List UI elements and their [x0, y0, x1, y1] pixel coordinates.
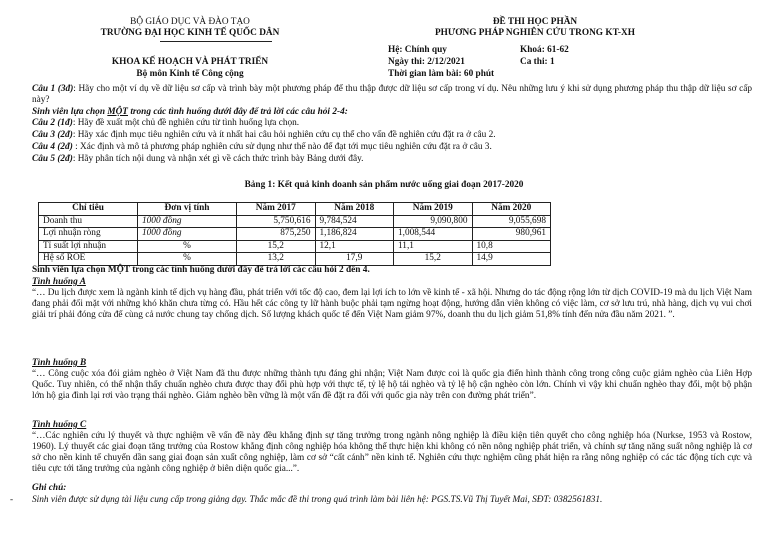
course-name: PHƯƠNG PHÁP NGHIÊN CỨU TRONG KT-XH [435, 28, 635, 38]
note-text: Sinh viên được sử dụng tài liệu cung cấp trong giảng dạy. Thắc mắc đề thi trong quá trình làm bài liên hệ: PGS.TS.Vũ Thị Tuyết Mai, SĐT: 0382561831. [32, 495, 603, 505]
situation-b-title: Tình huống B [32, 358, 87, 368]
table-row [39, 240, 551, 253]
question-4-label: Câu 4 (2đ) [32, 142, 73, 152]
row-indicator: Doanh thu [39, 215, 138, 228]
header-2017: Năm 2017 [237, 203, 316, 216]
row-indicator: Hệ số ROE [39, 253, 138, 266]
faculty-name: KHOA KẾ HOẠCH VÀ PHÁT TRIỂN [111, 57, 269, 67]
note-bullet: - [10, 495, 14, 505]
table-caption: Bảng 1: Kết quả kinh doanh sản phẩm nước uống giai đoạn 2017-2020 [244, 180, 524, 190]
cell-2018: 12,1 [315, 240, 394, 253]
ministry-name: BỘ GIÁO DỤC VÀ ĐÀO TẠO [130, 17, 250, 27]
cell-2020: 980,961 [472, 228, 551, 241]
question-1-text: : Hãy cho một ví dụ về dữ liệu sơ cấp và trình bày một phương pháp để thu thập được dữ liệu sơ cấp trong ví dụ. Nêu những lưu ý khi sử dụng phương pháp thu thập dữ liệu sơ cấp này? [32, 84, 752, 105]
cell-2019: 15,2 [394, 253, 473, 266]
instruction-pre: Sinh viên lựa chọn [32, 107, 108, 117]
question-4-text: : Xác định và mô tả phương pháp nghiên cứu sử dụng như thế nào để đạt tới mục tiêu nghiên cứu đặt ra ở câu 3. [72, 142, 492, 152]
table-row [39, 215, 551, 228]
cell-2018: 1,186,824 [315, 228, 394, 241]
header-unit: Đơn vị tính [138, 203, 237, 216]
table-row [39, 253, 551, 266]
row-unit: % [138, 240, 237, 253]
department-name: Bộ môn Kinh tế Công cộng [136, 69, 244, 79]
question-5 [32, 154, 752, 165]
row-indicator: Lợi nhuận ròng [39, 228, 138, 241]
exam-title: ĐỀ THI HỌC PHẦN [492, 17, 578, 27]
question-4 [32, 142, 752, 153]
exam-session: Ca thi: 1 [520, 57, 555, 67]
question-3-text: : Hãy xác định mục tiêu nghiên cứu và ít nhất hai câu hỏi nghiên cứu cụ thể cho vấn đề nghiên cứu đặt ra ở câu 2. [72, 130, 496, 140]
cell-2020: 14,9 [472, 253, 551, 266]
cell-2018: 17,9 [315, 253, 394, 266]
question-2 [32, 118, 752, 129]
situation-a-text: “… Du lịch được xem là ngành kinh tế dịch vụ hàng đầu, phát triển với tốc độ cao, đem lại lợi ích to lớn về kinh tế - xã hội. Nhưng do tác động rộng lớn từ dịch COVID-19 mà du lịch Việt Nam đang phải đối mặt với những khó khăn chưa từng có. Hầu hết các công ty lữ hành buộc phải tạm ngừng hoạt động, hướng dẫn viên không có việc làm, cơ sở lưu trú, nhà hàng, dịch vụ vui chơi giải trí phải đóng cửa để cùng cả nước chung tay chống dịch. Số lượng khách quốc tế đến Việt Nam giảm 97%, doanh thu du lịch giảm 51,8% tính đến nửa đầu năm 2021. ”. [32, 288, 752, 320]
exam-date: Ngày thi: 2/12/2021 [388, 57, 465, 67]
cell-2017: 15,2 [237, 240, 316, 253]
note-label: Ghi chú: [32, 483, 67, 493]
header-2020: Năm 2020 [472, 203, 551, 216]
table-row [39, 228, 551, 241]
instruction-situations: Sinh viên lựa chọn MỘT trong các tình huống dưới đây để trả lời các câu hỏi 2 đến 4. [32, 265, 370, 275]
instruction-select-situation [32, 107, 752, 118]
question-3 [32, 130, 752, 141]
cell-2017: 13,2 [237, 253, 316, 266]
cell-2019: 9,090,800 [394, 215, 473, 228]
table-header-row [39, 203, 551, 216]
exam-duration: Thời gian làm bài: 60 phút [388, 69, 495, 79]
situation-c-text: “…Các nghiên cứu lý thuyết và thực nghiệm về vấn đề này đều khẳng định sự tăng trưởng trong ngành nông nghiệp là điều kiện tiên quyết cho công nghiệp hóa (Nurkse, 1953 và Rostow, 1960). Lý thuyết các giai đoạn tăng trưởng của Rostow khẳng định công nghiệp hóa không thể thực hiện khi không có nền nông nghiệp phát triển, và chính sự tăng năng suất nông nghiệp là cơ sở cho nền kinh tế chuyển dần sang giai đoạn sản xuất công nghiệp, làm cơ sở “cất cánh” nền kinh tế. Nghiên cứu thực nghiệm cũng phát hiện ra rằng nông nghiệp có các tác động tích cực và tiêu cực tới tăng trưởng của ngành công nghiệp ở biên diện quốc gia...”. [32, 431, 752, 474]
header-2018: Năm 2018 [315, 203, 394, 216]
question-5-text: : Hãy phân tích nội dung và nhận xét gì về cách thức trình bày Bảng dưới đây. [72, 154, 364, 164]
row-indicator: Tỉ suất lợi nhuận [39, 240, 138, 253]
header-divider-line [160, 41, 272, 42]
cell-2020: 10,8 [472, 240, 551, 253]
instruction-post: trong các tình huống dưới đây để trả lời các câu hỏi 2-4: [128, 107, 348, 117]
row-unit: 1000 đồng [138, 228, 237, 241]
header-2019: Năm 2019 [394, 203, 473, 216]
cell-2020: 9,055,698 [472, 215, 551, 228]
row-unit: % [138, 253, 237, 266]
question-5-label: Câu 5 (2đ) [32, 154, 73, 164]
situation-b-text: “… Công cuộc xóa đói giảm nghèo ở Việt Nam đã thu được những thành tựu đáng ghi nhận; Việt Nam được coi là quốc gia điển hình thành công trong công cuộc giảm nghèo của Liên Hợp Quốc. Tuy nhiên, có thể nhận thấy chuẩn nghèo chưa được thay đổi phù hợp với thực tế, tỷ lệ hộ tái nghèo và tỷ lệ hộ cận nghèo còn lớn. Chính vì vậy khi chuẩn nghèo thay đổi, một bộ phận lớn hộ gia đình lại rơi vào trạng thái nghèo. Giảm nghèo bền vững là một vấn đề đặt ra đối với quốc gia này trên con đường phát triển”. [32, 369, 752, 401]
cell-2019: 1,008,544 [394, 228, 473, 241]
row-unit: 1000 đồng [138, 215, 237, 228]
cell-2018: 9,784,524 [315, 215, 394, 228]
situation-c-title: Tình huống C [32, 420, 87, 430]
header-indicator: Chỉ tiêu [39, 203, 138, 216]
cell-2019: 11,1 [394, 240, 473, 253]
program-type: Hệ: Chính quy [388, 45, 447, 55]
results-table [38, 202, 551, 266]
university-name: TRƯỜNG ĐẠI HỌC KINH TẾ QUỐC DÂN [100, 28, 280, 38]
question-2-text: : Hãy đề xuất một chủ đề nghiên cứu từ tình huống lựa chọn. [72, 118, 300, 128]
instruction-key: MỘT [107, 107, 128, 117]
question-3-label: Câu 3 (2đ) [32, 130, 73, 140]
situation-a-title: Tình huống A [32, 277, 86, 287]
cohort: Khoá: 61-62 [520, 45, 569, 55]
cell-2017: 875,250 [237, 228, 316, 241]
question-1 [32, 84, 752, 106]
cell-2017: 5,750,616 [237, 215, 316, 228]
question-2-label: Câu 2 (1đ) [32, 118, 73, 128]
question-1-label: Câu 1 (3đ) [32, 84, 74, 94]
